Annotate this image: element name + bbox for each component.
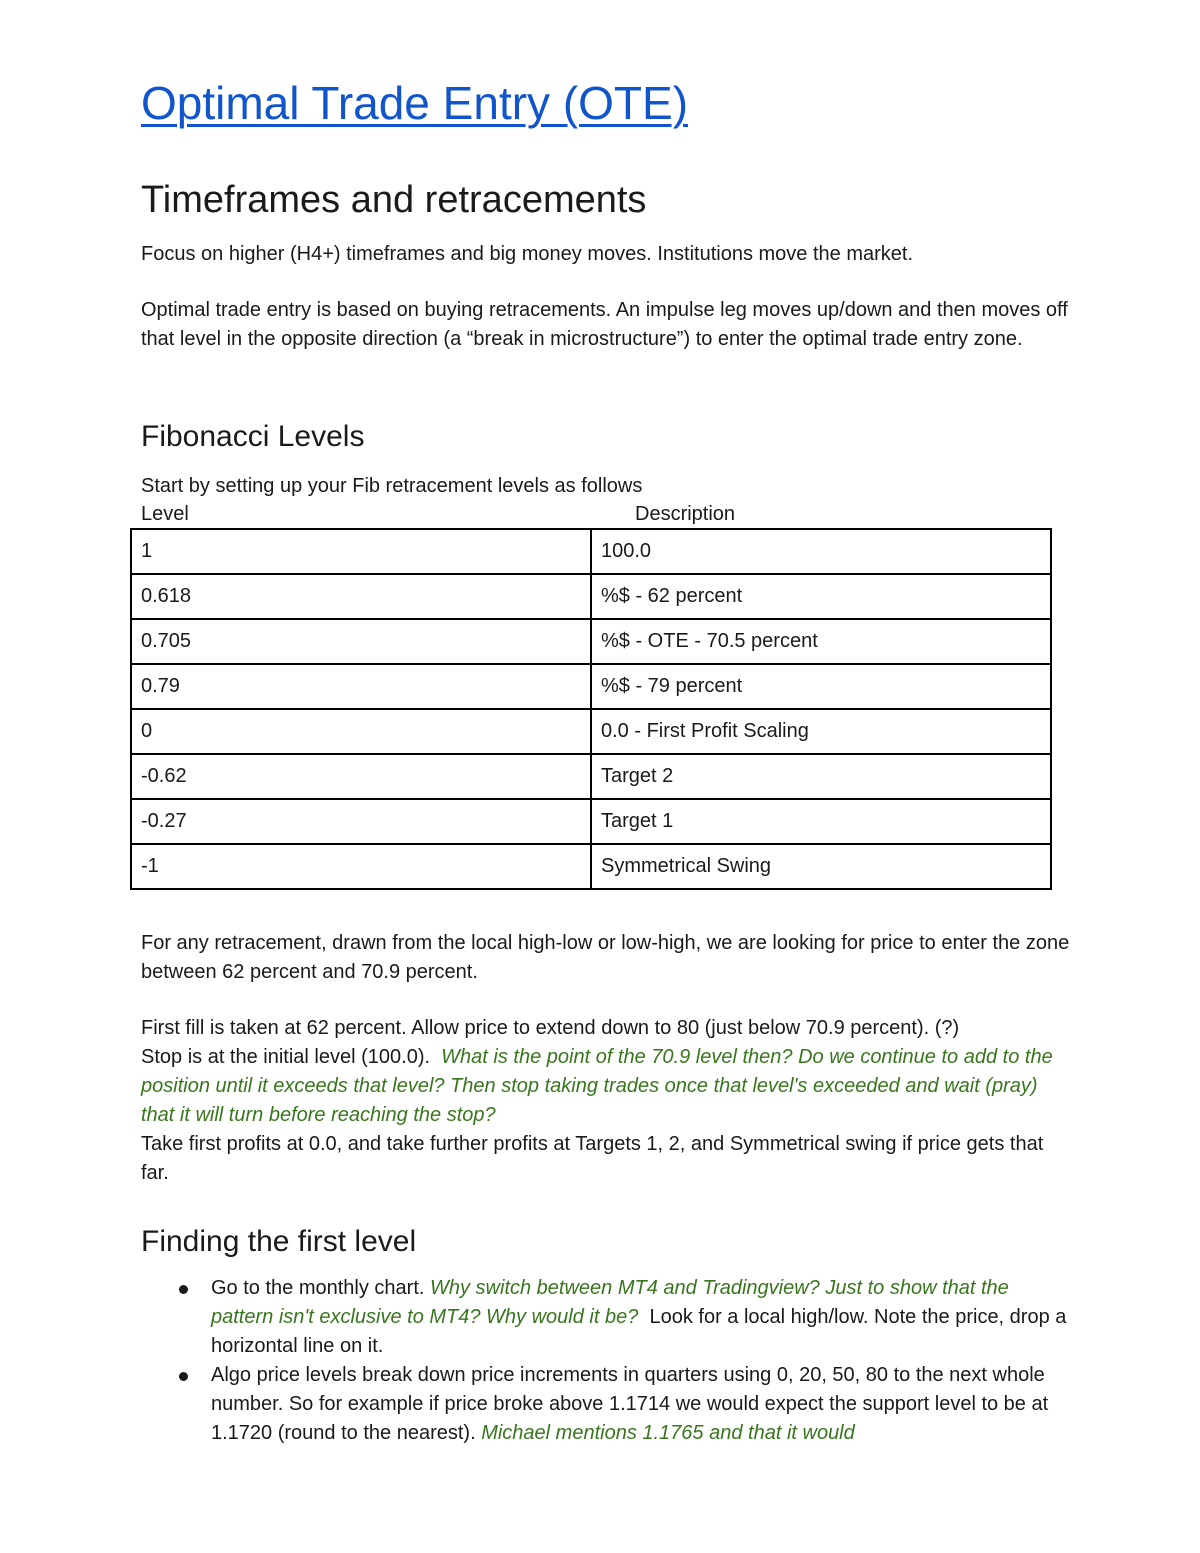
description-cell: 0.0 - First Profit Scaling	[591, 709, 1051, 754]
reviewer-note-mt4: Why switch between MT4 and Tradingview? Just to show that the pattern isn't exclusive to MT4? Why would it be?	[211, 1277, 1009, 1328]
level-cell: -1	[131, 844, 591, 889]
paragraph-first-fill	[141, 1014, 1071, 1188]
level-cell: -0.62	[131, 754, 591, 799]
bullet-text: Look for a local high/low. Note the price, drop a horizontal line on it.	[211, 1306, 1067, 1357]
level-cell: 0	[131, 709, 591, 754]
list-item	[141, 1361, 1071, 1448]
description-cell: %$ - 79 percent	[591, 664, 1051, 709]
description-cell: Target 2	[591, 754, 1051, 799]
fib-levels-table	[130, 528, 1052, 890]
heading-fibonacci: Fibonacci Levels	[141, 420, 365, 453]
reviewer-note-709: What is the point of the 70.9 level then? Do we continue to add to the position until it exceeds that level? Then stop taking trades once that level's exceeded and wait (pray) that it will turn before reaching the stop?	[141, 1046, 1053, 1126]
level-cell: -0.27	[131, 799, 591, 844]
column-label-level: Level	[141, 503, 189, 525]
level-cell: 1	[131, 529, 591, 574]
reviewer-note-michael: Michael mentions 1.1765 and that it would	[481, 1422, 855, 1444]
bullet-dot-icon	[179, 1285, 188, 1294]
document-title-link[interactable]: Optimal Trade Entry (OTE)	[141, 77, 689, 129]
paragraph-focus: Focus on higher (H4+) timeframes and big money moves. Institutions move the market.	[141, 243, 914, 265]
table-row	[131, 844, 1051, 889]
table-row	[131, 754, 1051, 799]
description-cell: Symmetrical Swing	[591, 844, 1051, 889]
description-cell: 100.0	[591, 529, 1051, 574]
profit-text: Take first profits at 0.0, and take further profits at Targets 1, 2, and Symmetrical swing if price gets that far.	[141, 1133, 1044, 1184]
stop-text: Stop is at the initial level (100.0).	[141, 1046, 431, 1068]
description-cell: %$ - 62 percent	[591, 574, 1051, 619]
bullet-text: Go to the monthly chart.	[211, 1277, 425, 1299]
level-cell: 0.705	[131, 619, 591, 664]
table-row	[131, 529, 1051, 574]
paragraph-retracement-zone: For any retracement, drawn from the local high-low or low-high, we are looking for price to enter the zone between 62 percent and 70.9 percent.	[141, 932, 1070, 983]
paragraph-optimal-entry: Optimal trade entry is based on buying retracements. An impulse leg moves up/down and then moves off that level in the opposite direction (a “break in microstructure”) to enter the optimal trade entry zone.	[141, 299, 1068, 350]
table-row	[131, 574, 1051, 619]
table-row	[131, 709, 1051, 754]
description-cell: Target 1	[591, 799, 1051, 844]
finding-steps-list	[141, 1274, 1071, 1448]
paragraph-fib-intro: Start by setting up your Fib retracement levels as follows	[141, 475, 643, 497]
heading-timeframes: Timeframes and retracements	[141, 179, 647, 221]
bullet-dot-icon	[179, 1372, 188, 1381]
column-label-description: Description	[635, 503, 736, 525]
table-row	[131, 799, 1051, 844]
heading-finding-first-level: Finding the first level	[141, 1225, 417, 1258]
first-fill-text: First fill is taken at 62 percent. Allow price to extend down to 80 (just below 70.9 percent). (?)	[141, 1017, 960, 1039]
table-row	[131, 619, 1051, 664]
level-cell: 0.79	[131, 664, 591, 709]
list-item	[141, 1274, 1071, 1361]
bullet-text: Algo price levels break down price increments in quarters using 0, 20, 50, 80 to the next whole number. So for example if price broke above 1.1714 we would expect the support level to be at 1.1720 (round to the nearest).	[211, 1364, 1049, 1444]
level-cell: 0.618	[131, 574, 591, 619]
description-cell: %$ - OTE - 70.5 percent	[591, 619, 1051, 664]
table-row	[131, 664, 1051, 709]
